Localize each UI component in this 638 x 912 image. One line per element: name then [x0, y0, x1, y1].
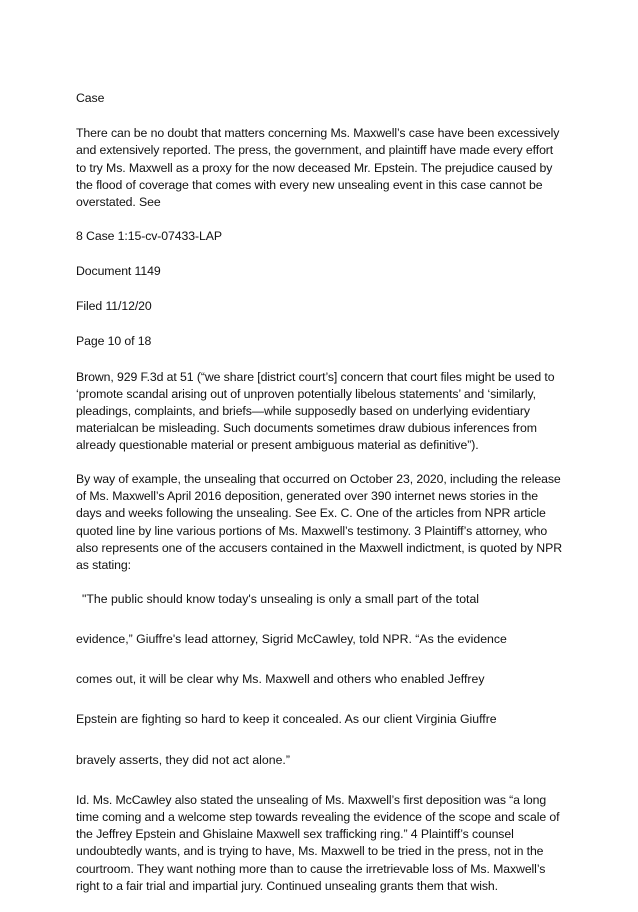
- quote-line: Epstein are fighting so hard to keep it concealed. As our client Virginia Giuffre: [76, 712, 497, 727]
- paragraph-unsealing-example: By way of example, the unsealing that occurred on October 23, 2020, including the release of Ms. Maxwell’s April 2016 deposition, generated over 390 internet news stories in the days and weeks following the unsealing. See Ex. C. One of the articles from NPR article quoted line by line various portions of Ms. Maxwell’s testimony. 3 Plaintiff’s attorney, who also represents one of the accusers contained in the Maxwell indictment, is quoted by NPR as stating:: [76, 472, 562, 573]
- quote-line: "The public should know today's unsealing is only a small part of the total: [82, 591, 480, 606]
- paragraph-brown-citation: Brown, 929 F.3d at 51 (“we share [district court’s] concern that court files might be used to ‘promote scandal arising out of unproven potentially libelous statements’ and ‘similarly, pleadings, complaints, and briefs—while supposedly based on underlying evidentiary materialcan be misleading. Such documents sometimes draw dubious inferences from already questionable material or present ambiguous material as definitive”).: [76, 369, 555, 453]
- quote-line: bravely asserts, they did not act alone.”: [76, 752, 290, 767]
- quote-line: comes out, it will be clear why Ms. Maxwell and others who enabled Jeffrey: [76, 672, 485, 687]
- filed-date-header: Filed 11/12/20: [76, 299, 152, 314]
- page-number-header: Page 10 of 18: [76, 334, 152, 349]
- quote-line: evidence,” Giuffre's lead attorney, Sigrid McCawley, told NPR. “As the evidence: [76, 631, 507, 646]
- paragraph-prejudice: There can be no doubt that matters concerning Ms. Maxwell’s case have been excessively and extensively reported. The press, the government, and plaintiff have made every effort to try Ms. Maxwell as a proxy for the now deceased Mr. Epstein. The prejudice caused by the flood of coverage that comes with every new unsealing event in this case cannot be overstated. See: [76, 126, 560, 210]
- document-page: [76, 90, 566, 912]
- case-number-header: 8 Case 1:15-cv-07433-LAP: [76, 228, 222, 243]
- document-number-header: Document 1149: [76, 263, 161, 278]
- paragraph-mccawley-statement: Id. Ms. McCawley also stated the unsealing of Ms. Maxwell’s first deposition was “a long time coming and a welcome step towards revealing the evidence of the scope and scale of the Jeffrey Epstein and Ghislaine Maxwell sex trafficking ring.” 4 Plaintiff’s counsel undoubtedly wants, and is trying to have, Ms. Maxwell to be tried in the press, not in the courtroom. They want nothing more than to cause the irretrievable loss of Ms. Maxwell’s right to a fair trial and impartial jury. Continued unsealing grants them that wish.: [76, 792, 560, 893]
- case-label: Case: [76, 91, 105, 105]
- block-quote: [76, 591, 566, 769]
